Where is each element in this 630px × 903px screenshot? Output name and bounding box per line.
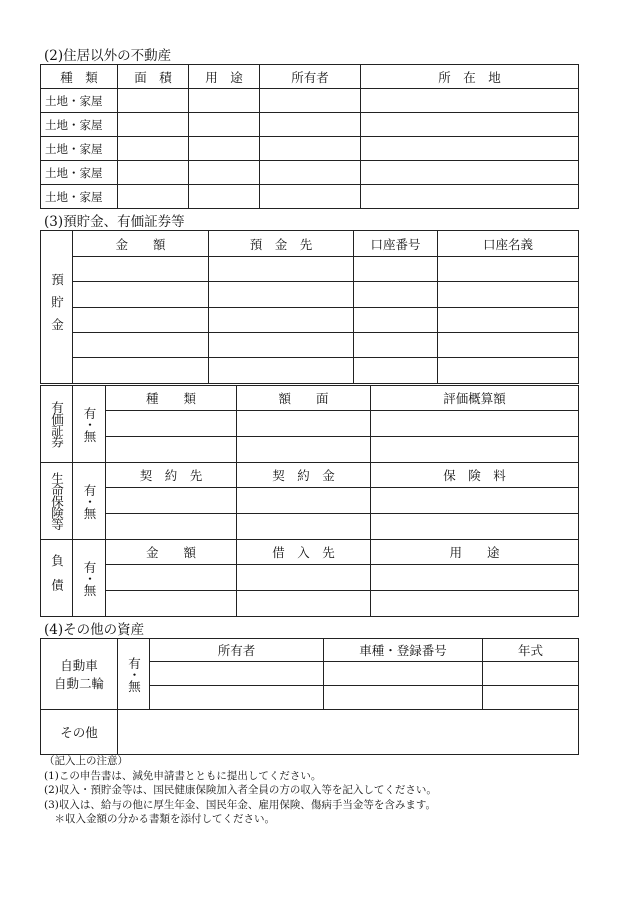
area-cell[interactable] [118, 89, 189, 113]
securities-yesno: 有・無 [82, 406, 97, 442]
notes-heading: （記入上の注意） [44, 755, 128, 767]
area-cell[interactable] [118, 137, 189, 161]
vehicle-label-1: 自動車 [60, 658, 98, 673]
owner-cell[interactable] [260, 113, 361, 137]
owner-cell[interactable] [260, 185, 361, 209]
deposit-cell[interactable] [438, 358, 579, 384]
vehicle-cell[interactable] [483, 686, 579, 710]
insurance-cell[interactable] [371, 514, 579, 540]
insurance-cell[interactable] [237, 514, 371, 540]
owner-cell[interactable] [260, 89, 361, 113]
insurance-cell[interactable] [371, 488, 579, 514]
location-cell[interactable] [361, 137, 579, 161]
debt-cell[interactable] [106, 565, 237, 591]
securities-header-valuation: 評価概算額 [371, 386, 579, 411]
vehicle-cell[interactable] [150, 686, 324, 710]
securities-cell[interactable] [106, 411, 237, 437]
header-type: 種 類 [41, 65, 118, 89]
location-cell[interactable] [361, 113, 579, 137]
deposit-table [40, 230, 579, 384]
vehicle-yesno: 有・無 [126, 656, 142, 692]
insurance-cell[interactable] [237, 488, 371, 514]
vehicle-yesno-cell[interactable] [118, 639, 150, 710]
securities-label: 有価証券 [49, 401, 65, 447]
securities-cell[interactable] [237, 411, 371, 437]
securities-header-type: 種 類 [106, 386, 237, 411]
securities-cell[interactable] [371, 411, 579, 437]
securities-header-face-value: 額 面 [237, 386, 371, 411]
securities-cell[interactable] [371, 437, 579, 463]
area-cell[interactable] [118, 113, 189, 137]
owner-cell[interactable] [260, 137, 361, 161]
debt-cell[interactable] [237, 565, 371, 591]
insurance-yesno: 有・無 [82, 483, 97, 519]
assets-table [40, 385, 579, 617]
insurance-header-premium: 保 険 料 [371, 463, 579, 488]
vehicle-label-2: 自動二輪 [53, 676, 104, 691]
area-cell[interactable] [118, 185, 189, 209]
deposit-cell[interactable] [73, 308, 209, 333]
vehicle-cell[interactable] [150, 662, 324, 686]
deposit-cell[interactable] [354, 358, 438, 384]
area-cell[interactable] [118, 161, 189, 185]
insurance-header-amount: 契 約 金 [237, 463, 371, 488]
deposit-cell[interactable] [209, 282, 354, 308]
use-cell[interactable] [189, 185, 260, 209]
insurance-header-contractor: 契 約 先 [106, 463, 237, 488]
deposit-header-amount: 金 額 [73, 231, 209, 257]
debt-label-cell [41, 540, 73, 617]
debt-header-purpose: 用 途 [371, 540, 579, 565]
header-area: 面 積 [118, 65, 189, 89]
debt-yesno: 有・無 [82, 560, 97, 596]
vehicle-cell[interactable] [483, 662, 579, 686]
debt-header-lender: 借 入 先 [237, 540, 371, 565]
insurance-label: 生命保険等 [49, 472, 65, 530]
note-2: (2)収入・預貯金等は、国民健康保険加入者全員の方の収入等を記入してください。 [44, 784, 437, 797]
securities-cell[interactable] [106, 437, 237, 463]
header-use: 用 途 [189, 65, 260, 89]
note-3: (3)収入は、給与の他に厚生年金、国民年金、雇用保険、傷病手当金等を含みます。 [44, 798, 437, 811]
deposit-cell[interactable] [438, 257, 579, 282]
debt-yesno-cell[interactable] [73, 540, 106, 617]
real-estate-table [40, 64, 579, 209]
row-label: 土地・家屋 [41, 89, 118, 113]
vehicle-cell[interactable] [324, 662, 483, 686]
deposit-cell[interactable] [354, 333, 438, 358]
deposit-header-account-name: 口座名義 [438, 231, 579, 257]
insurance-label-cell [41, 463, 73, 540]
deposit-cell[interactable] [354, 308, 438, 333]
securities-cell[interactable] [237, 437, 371, 463]
deposit-cell[interactable] [209, 358, 354, 384]
deposit-cell[interactable] [209, 308, 354, 333]
section2-title: (2)住居以外の不動産 [44, 48, 172, 64]
use-cell[interactable] [189, 161, 260, 185]
use-cell[interactable] [189, 113, 260, 137]
insurance-cell[interactable] [106, 514, 237, 540]
row-label: 土地・家屋 [41, 185, 118, 209]
location-cell[interactable] [361, 185, 579, 209]
debt-cell[interactable] [371, 591, 579, 617]
insurance-yesno-cell[interactable] [73, 463, 106, 540]
row-label: 土地・家屋 [41, 137, 118, 161]
deposit-cell[interactable] [354, 257, 438, 282]
debt-header-amount: 金 額 [106, 540, 237, 565]
vehicle-header-owner: 所有者 [150, 639, 324, 662]
notes [44, 754, 437, 827]
debt-cell[interactable] [371, 565, 579, 591]
vehicle-label-cell [41, 639, 118, 710]
deposit-cell[interactable] [73, 282, 209, 308]
deposit-cell[interactable] [73, 257, 209, 282]
use-cell[interactable] [189, 137, 260, 161]
securities-label-cell [41, 386, 73, 463]
deposit-label: 預貯金 [49, 273, 65, 341]
row-label: 土地・家屋 [41, 113, 118, 137]
deposit-cell[interactable] [438, 308, 579, 333]
deposit-cell[interactable] [209, 333, 354, 358]
header-owner: 所有者 [260, 65, 361, 89]
other-cell[interactable] [118, 710, 579, 755]
insurance-cell[interactable] [106, 488, 237, 514]
other-assets-table [40, 638, 579, 755]
vehicle-cell[interactable] [324, 686, 483, 710]
deposit-cell[interactable] [354, 282, 438, 308]
location-cell[interactable] [361, 89, 579, 113]
owner-cell[interactable] [260, 161, 361, 185]
deposit-cell[interactable] [73, 333, 209, 358]
use-cell[interactable] [189, 89, 260, 113]
note-4: ＊収入金額の分かる書類を添付してください。 [44, 813, 275, 826]
location-cell[interactable] [361, 161, 579, 185]
row-label: 土地・家屋 [41, 161, 118, 185]
deposit-cell[interactable] [438, 282, 579, 308]
section3-title: (3)預貯金、有価証券等 [44, 214, 185, 230]
deposit-header-bank: 預 金 先 [209, 231, 354, 257]
vehicle-header-model: 車種・登録番号 [324, 639, 483, 662]
note-1: (1)この申告書は、減免申請書とともに提出してください。 [44, 769, 322, 782]
debt-cell[interactable] [106, 591, 237, 617]
deposit-header-account-number: 口座番号 [354, 231, 438, 257]
deposit-cell[interactable] [73, 358, 209, 384]
vehicle-header-year: 年式 [483, 639, 579, 662]
deposit-cell[interactable] [438, 333, 579, 358]
debt-cell[interactable] [237, 591, 371, 617]
deposit-cell[interactable] [209, 257, 354, 282]
debt-label: 負債 [49, 553, 65, 603]
deposit-label-cell [41, 231, 73, 384]
header-location: 所 在 地 [361, 65, 579, 89]
section4-title: (4)その他の資産 [44, 622, 145, 638]
securities-yesno-cell[interactable] [73, 386, 106, 463]
other-label: その他 [41, 710, 118, 755]
